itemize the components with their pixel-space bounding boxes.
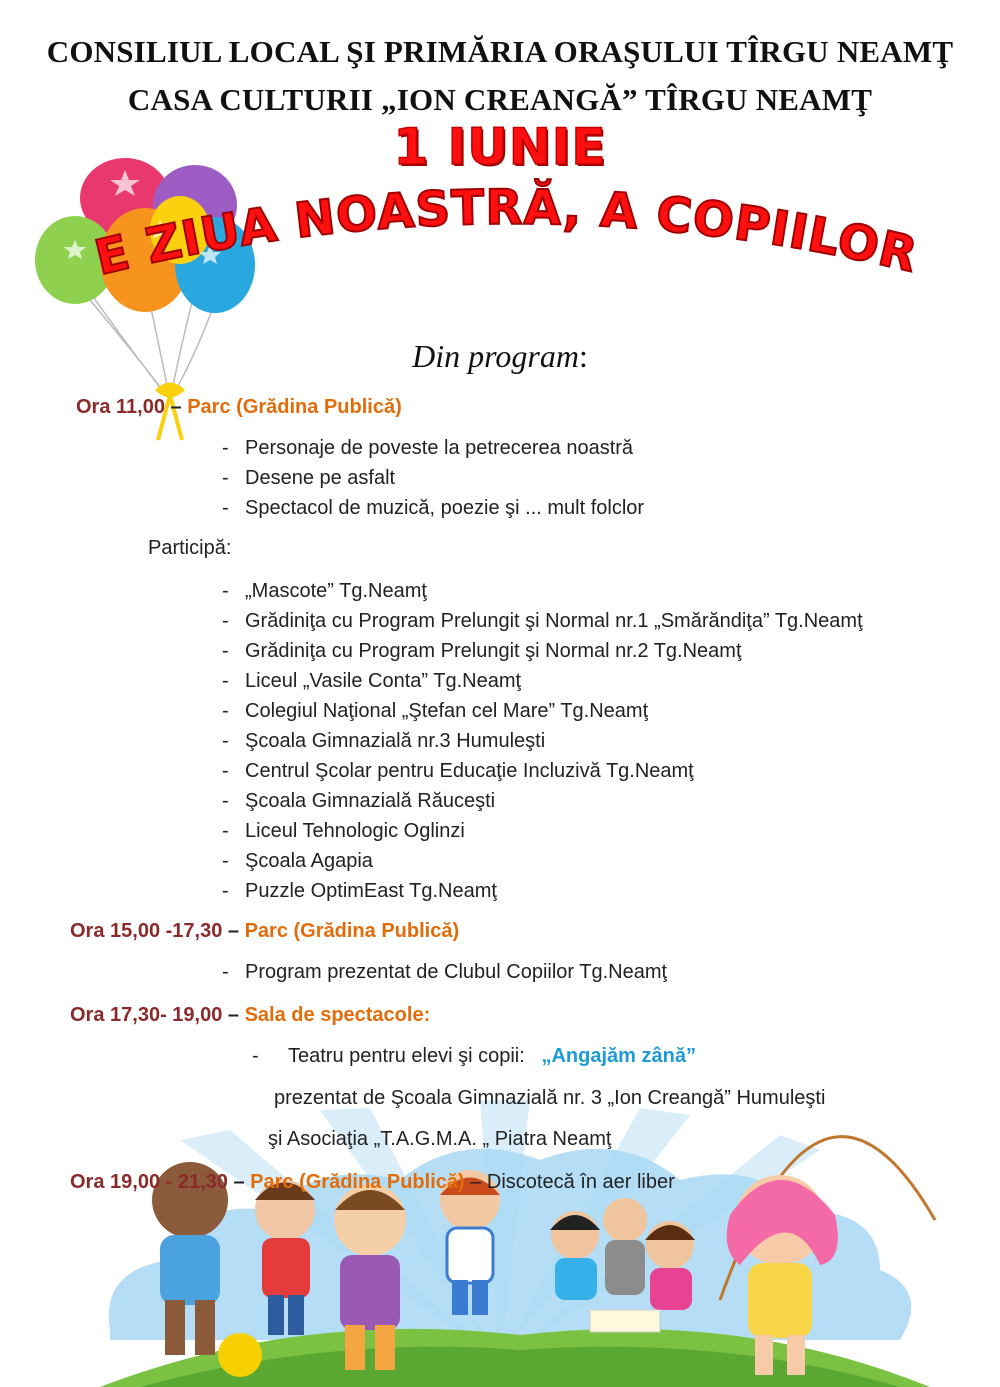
list-item: - Şcoala Gimnazială Răuceşti <box>222 790 496 812</box>
slot3-time: Ora 17,30- 19,00 <box>70 1004 223 1026</box>
list-item: - Centrul Şcolar pentru Educaţie Incluzivă Tg.Neamţ <box>222 760 694 782</box>
slot4-header: Ora 19,00 - 21,30 – Parc (Grădina Publică) – Discotecă în aer liber <box>70 1171 675 1193</box>
list-item: - Colegiul Naţional „Ştefan cel Mare” Tg.Neamţ <box>222 700 649 722</box>
slot4-extra: – Discotecă în aer liber <box>464 1171 675 1193</box>
slot3-header: Ora 17,30- 19,00 – Sala de spectacole: <box>70 1004 431 1026</box>
title-slogan: E ZIUA NOASTRĂ, A COPIILOR <box>89 179 923 287</box>
list-item: - Puzzle OptimEast Tg.Neamţ <box>222 880 497 902</box>
slot3-activity: - Teatru pentru elevi şi copii: „Angajăm zână” <box>252 1045 696 1067</box>
svg-text:E ZIUA NOASTRĂ, A COPIILOR <box>90 179 923 287</box>
title-date: 1 IUNIE <box>393 118 607 176</box>
slot2-place: Parc (Grădina Publică) <box>244 920 460 942</box>
slot3-presented-line2: şi Asociaţia „T.A.G.M.A. „ Piatra Neamţ <box>268 1128 612 1150</box>
slot4-place: Parc (Grădina Publică) <box>250 1171 465 1193</box>
show-title: „Angajăm zână” <box>541 1045 696 1067</box>
header-line-1: CONSILIUL LOCAL ŞI PRIMĂRIA ORAŞULUI TÎRGU NEAMŢ <box>46 34 954 69</box>
slot3-presented-line1: prezentat de Şcoala Gimnazială nr. 3 „Ion Creangă” Humuleşti <box>274 1087 826 1109</box>
list-item: - Şcoala Agapia <box>222 850 373 872</box>
program-heading: Din program: <box>412 338 588 374</box>
slot2-activities <box>222 957 667 987</box>
list-item: - Şcoala Gimnazială nr.3 Humuleşti <box>222 730 546 752</box>
slot1-header: Ora 11,00 – Parc (Grădina Publică) <box>76 396 402 418</box>
slot1-time: Ora 11,00 <box>76 396 165 418</box>
header-line-2: CASA CULTURII „ION CREANGĂ” TÎRGU NEAMŢ <box>127 82 873 117</box>
list-item: - Desene pe asfalt <box>222 467 396 489</box>
participants-list <box>222 576 863 906</box>
list-item: - Grădiniţa cu Program Prelungit şi Normal nr.2 Tg.Neamţ <box>222 640 742 662</box>
slot2-header: Ora 15,00 -17,30 – Parc (Grădina Publică) <box>70 920 460 942</box>
slot2-time: Ora 15,00 -17,30 <box>70 920 223 942</box>
title-slogan-svg <box>0 0 1000 320</box>
slot1-activities <box>222 433 644 523</box>
participants-label: Participă: <box>148 537 232 559</box>
slot1-place: Parc (Grădina Publică) <box>187 396 402 418</box>
slot3-place: Sala de spectacole: <box>244 1004 431 1026</box>
list-item: - Spectacol de muzică, poezie şi ... mult folclor <box>222 497 645 519</box>
list-item: - Liceul „Vasile Conta” Tg.Neamţ <box>222 670 522 692</box>
list-item: - „Mascote” Tg.Neamţ <box>222 580 427 602</box>
list-item: - Personaje de poveste la petrecerea noastră <box>222 437 634 459</box>
list-item: - Liceul Tehnologic Oglinzi <box>222 820 465 842</box>
list-item: - Grădiniţa cu Program Prelungit şi Normal nr.1 „Smărăndiţa” Tg.Neamţ <box>222 610 863 632</box>
slot4-time: Ora 19,00 - 21,30 <box>70 1171 228 1193</box>
list-item: - Program prezentat de Clubul Copiilor Tg.Neamţ <box>222 961 668 983</box>
